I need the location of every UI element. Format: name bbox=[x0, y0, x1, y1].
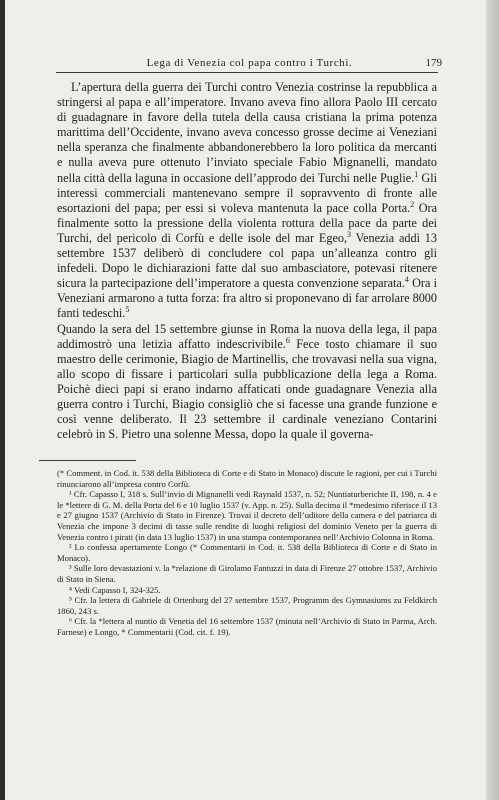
page-number: 179 bbox=[425, 57, 442, 69]
footnotes bbox=[57, 468, 437, 638]
footnote-ref[interactable]: 5 bbox=[125, 305, 130, 315]
footnote-3: ³ Sulle loro devastazioni v. la *relazione di Girolamo Fantuzzi in data di Firenze 27 ottobre 1537, Archivio di Stato in Siena. bbox=[57, 563, 437, 584]
footnote-rule bbox=[39, 460, 136, 461]
footnote-ref[interactable]: 1 bbox=[414, 169, 419, 179]
paragraph: L’apertura della guerra dei Turchi contro Venezia costrinse la repubblica a stringersi al papa e all’imperatore. Invano aveva fino allora Paolo III cercato di guadagnare in favore della tutela della causa cristiana la prima potenza marittima dell’Occidente, invano aveva concesso grosse decime ai Veneziani nella speranza che finalmente abbandonerebbero la loro politica da mercanti e nulla aveva pure ottenuto l’inviato speciale Fabio Mignanelli, mandato nella città della laguna in occasione dell’approdo dei Turchi nelle Puglie.$^1$ Gli interessi commerciali mantenevano sempre il sopravvento di fronte alle esortazioni del papa; per essi si voleva mantenuta la pace colla Porta.$^2$ Ora finalmente sotto la pressione della violenta rottura della pace da parte dei Turchi, del pericolo di Corfù e delle isole del mar Egeo,$^3$ Venezia addì 13 settembre 1537 deliberò di concludere col papa un’alleanza contro gli infedeli. Dopo le dichiarazioni fatte dal suo ambasciatore, potevasi ritenere sicura la partecipazione dell’imperatore a questa convenzione separata.$^4$ Ora i Veneziani armarono a tutta forza: fra altro si proponevano di far arrolare 8000 fanti tedeschi.$^5$ bbox=[57, 80, 437, 321]
paragraph: Quando la sera del 15 settembre giunse in Roma la nuova della lega, il papa addimostrò una letizia affatto indescrivibile.$^6$ Fece tosto chiamare il suo maestro delle cerimonie, Biagio de Martinellis, che trovavasi nella sua vigna, allo scopo di fissare i particolari sulla pubblicazione della lega a Roma. Poichè dieci papi si erano indarno affaticati onde guadagnare Venezia alla guerra contro i Turchi, Biagio consigliò che si facesse una grande funzione e così venne deliberato. Il 23 settembre il cardinale veneziano Contarini celebrò in S. Pietro una solenne Messa, dopo la quale il governa- bbox=[57, 321, 437, 442]
footnote-ref[interactable]: 4 bbox=[404, 275, 409, 285]
footnote-5: ⁵ Cfr. la lettera di Gabriele di Ortenburg del 27 settembre 1537, Programm des Gymnasiums zu Feldkirch 1860, 243 s. bbox=[57, 595, 437, 616]
footnote-1: ¹ Cfr. Capasso I, 318 s. Sull’invio di Mignanelli vedi Raynald 1537, n. 52; Nuntiaturberichte II, 198, n. 4 e le *lettere di G. M. della Porta del 6 e 10 luglio 1537 (v. App. n. 25). Sulla decima il *medesimo riferisce il 13 e 27 giugno 1537 (Archivio di Stato in Firenze). Trovai il decreto dell’uditore della camera e del patriarca di Venezia che impone 3 decimi di tasse sulle rendite di luoghi religiosi del dominio Veneto per la guerra di Venezia contro i pirati (in data 13 luglio 1537) in una stampa contemporanea nell’Archivio Colonna in Roma. bbox=[57, 489, 437, 542]
main-text bbox=[57, 80, 437, 442]
running-title: Lega di Venezia col papa contro i Turchi. bbox=[146, 57, 353, 69]
footnote-ref[interactable]: 6 bbox=[285, 335, 290, 345]
footnote-6: ⁶ Cfr. la *lettera al nuntio di Venetia del 16 settembre 1537 (minuta nell’Archivio di Stato in Parma, Arch. Farnese) e Longo, * Commentarii (Cod. cit. f. 19). bbox=[57, 616, 437, 637]
scan-right-edge bbox=[486, 0, 499, 800]
footnote-2: ² Lo confessa apertamente Longo (* Commentarii in Cod. it. 538 della Biblioteca di Corte e di Stato in Monaco). bbox=[57, 542, 437, 563]
footnote-continued: (* Comment. in Cod. it. 538 della Biblioteca di Corte e di Stato in Monaco) discute le ragioni, per cui i Turchi rinunciarono all’impresa contro Corfù. bbox=[57, 468, 437, 489]
scan-left-edge bbox=[0, 0, 5, 800]
header-rule bbox=[56, 72, 438, 73]
footnote-ref[interactable]: 2 bbox=[410, 199, 415, 209]
footnote-4: ⁴ Vedi Capasso I, 324-325. bbox=[69, 584, 161, 595]
footnote-ref[interactable]: 3 bbox=[347, 229, 352, 239]
